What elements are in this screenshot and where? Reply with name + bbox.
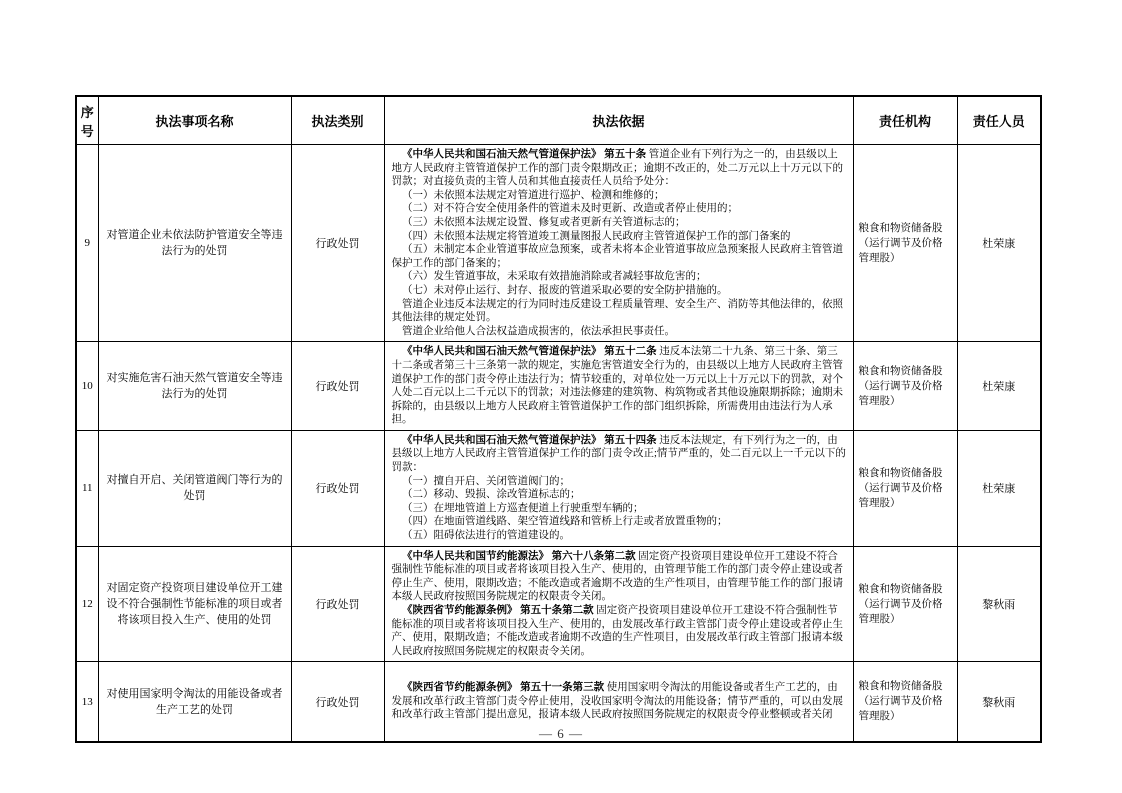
basis-paragraph: 《中华人民共和国节约能源法》 第六十八条第二款 固定资产投资项目建设单位开工建设不符合强制性节能标准的项目或者将该项目投入生产、使用的，由管理节能工作的部门责令停止建设或者停止生产、使用，限期改造；不能改造或者逾期不改造的生产性项目，由管理节能工作的部门报请本级人民政府按照国务院规定的权限责令关闭。	[391, 550, 843, 603]
agency-cell: 粮食和物资储备股（运行调节及价格管理股）	[853, 546, 957, 662]
basis-paragraph: （五）阻碍依法进行的管道建设的。	[402, 530, 570, 542]
basis-paragraph: 《中华人民共和国石油天然气管道保护法》 第五十条 管道企业有下列行为之一的，由县级以上地方人民政府主管管道保护工作的部门责令限期改正；逾期不改正的，处二万元以上十万元以下的罚款；对直接负责的主管人员和其他直接责任人员给予处分：	[391, 149, 843, 188]
legal-basis-cell	[384, 145, 853, 342]
agency-cell: 粮食和物资储备股（运行调节及价格管理股）	[853, 662, 957, 742]
basis-paragraph: （二）对不符合安全使用条件的管道未及时更新、改造或者停止使用的；	[402, 203, 738, 215]
basis-paragraph: 《中华人民共和国石油天然气管道保护法》 第五十四条 违反本法规定，有下列行为之一的，由县级以上地方人民政府主管管道保护工作的部门责令改正;情节严重的，处二百元以上一千元以下的罚款：	[391, 434, 846, 474]
category-cell: 行政处罚	[291, 430, 384, 546]
person-cell: 杜荣康	[957, 342, 1041, 431]
index-cell: 12	[76, 546, 98, 662]
basis-paragraph: 《陕西省节约能源条例》 第五十条第二款 固定资产投资项目建设单位开工建设不符合强制性节能标准的项目或者将该项目投入生产、使用的，由发展改革行政主管部门责令停止建设或者停止生产、使用，限期改造；不能改造或者逾期不改造的生产性项目，由发展改革行政主管部门报请本级人民政府按照国务院规定的权限责令关闭。	[391, 605, 843, 657]
item-name-cell: 对使用国家明令淘汰的用能设备或者生产工艺的处罚	[98, 662, 291, 742]
basis-paragraph: （三）在埋地管道上方巡查便道上行驶重型车辆的；	[402, 502, 644, 514]
law-citation: 《中华人民共和国石油天然气管道保护法》 第五十条	[402, 149, 647, 160]
legal-basis-cell	[384, 430, 853, 546]
basis-paragraph: （四）未依照本法规定将管道竣工测量图报人民政府主管管道保护工作的部门备案的	[402, 230, 791, 242]
item-name-cell: 对固定资产投资项目建设单位开工建设不符合强制性节能标准的项目或者将该项目投入生产、使用的处罚	[98, 546, 291, 662]
basis-paragraph: （四）在地面管道线路、架空管道线路和管桥上行走或者放置重物的；	[402, 516, 728, 528]
basis-paragraph: 《中华人民共和国石油天然气管道保护法》 第五十二条 违反本法第二十九条、第三十条、第三十二条或者第三十三条第一款的规定，实施危害管道安全行为的，由县级以上地方人民政府主管管道保护工作的部门责令停止违法行为；情节较重的，对单位处一万元以上十万元以下的罚款，对个人处二百元以上二千元以下的罚款；对违法修建的建筑物、构筑物或者其他设施限期拆除；逾期未拆除的，由县级以上地方人民政府主管管道保护工作的部门组织拆除，所需费用由违法行为人承担。	[391, 346, 843, 426]
item-name-cell: 对擅自开启、关闭管道阀门等行为的处罚	[98, 430, 291, 546]
index-cell: 10	[76, 342, 98, 431]
category-cell: 行政处罚	[291, 342, 384, 431]
category-cell: 行政处罚	[291, 145, 384, 342]
table-row	[76, 546, 1041, 662]
header-person: 责任人员	[957, 96, 1041, 145]
person-cell: 杜荣康	[957, 430, 1041, 546]
basis-paragraph: （二）移动、毁损、涂改管道标志的；	[402, 489, 581, 501]
header-legal-basis: 执法依据	[384, 96, 853, 145]
table-row	[76, 430, 1041, 546]
table-row	[76, 342, 1041, 431]
legal-basis-cell	[384, 342, 853, 431]
header-agency: 责任机构	[853, 96, 957, 145]
law-citation: 《中华人民共和国节约能源法》 第六十八条第二款	[402, 550, 636, 562]
basis-paragraph: 《陕西省节约能源条例》 第五十一条第三款 使用国家明令淘汰的用能设备或者生产工艺的，由发展和改革行政主管部门责令停止使用，没收国家明令淘汰的用能设备；情节严重的，可以由发展和改革行政主管部门提出意见，报请本级人民政府按照国务院规定的权限责令停业整顿或者关闭	[391, 682, 843, 721]
item-name-cell: 对实施危害石油天然气管道安全等违法行为的处罚	[98, 342, 291, 431]
index-cell: 9	[76, 145, 98, 342]
category-cell: 行政处罚	[291, 546, 384, 662]
basis-paragraph: （一）擅自开启、关闭管道阀门的；	[402, 475, 570, 487]
header-index: 序号	[76, 96, 98, 145]
agency-cell: 粮食和物资储备股（运行调节及价格管理股）	[853, 342, 957, 431]
legal-basis-cell	[384, 546, 853, 662]
agency-cell: 粮食和物资储备股（运行调节及价格管理股）	[853, 430, 957, 546]
basis-paragraph: 管道企业违反本法规定的行为同时违反建设工程质量管理、安全生产、消防等其他法律的，依照其他法律的规定处罚。	[391, 298, 843, 324]
basis-paragraph: （五）未制定本企业管道事故应急预案，或者未将本企业管道事故应急预案报人民政府主管管道保护工作的部门备案的；	[391, 244, 843, 269]
basis-paragraph: （六）发生管道事故，未采取有效措施消除或者减轻事故危害的；	[402, 271, 707, 283]
basis-paragraph: 管道企业给他人合法权益造成损害的，依法承担民事责任。	[402, 325, 675, 337]
person-cell: 黎秋雨	[957, 546, 1041, 662]
agency-cell: 粮食和物资储备股（运行调节及价格管理股）	[853, 145, 957, 342]
person-cell: 杜荣康	[957, 145, 1041, 342]
item-name-cell: 对管道企业未依法防护管道安全等违法行为的处罚	[98, 145, 291, 342]
header-item-name: 执法事项名称	[98, 96, 291, 145]
law-citation: 《陕西省节约能源条例》 第五十一条第三款	[402, 682, 605, 694]
table-header-row	[76, 96, 1041, 145]
index-cell: 13	[76, 662, 98, 742]
page-number: — 6 —	[539, 726, 583, 741]
person-cell: 黎秋雨	[957, 662, 1041, 742]
basis-paragraph: （三）未依照本法规定设置、修复或者更新有关管道标志的；	[402, 216, 686, 228]
index-cell: 11	[76, 430, 98, 546]
enforcement-matters-table	[75, 95, 1042, 743]
law-citation: 《中华人民共和国石油天然气管道保护法》 第五十二条	[402, 346, 657, 358]
basis-paragraph: （一）未依照本法规定对管道进行巡护、检测和维修的；	[402, 189, 665, 201]
basis-paragraph: （七）未对停止运行、封存、报废的管道采取必要的安全防护措施的。	[402, 284, 728, 296]
category-cell: 行政处罚	[291, 662, 384, 742]
table-row	[76, 145, 1041, 342]
header-category: 执法类别	[291, 96, 384, 145]
law-citation: 《陕西省节约能源条例》 第五十条第二款	[402, 605, 594, 616]
law-citation: 《中华人民共和国石油天然气管道保护法》 第五十四条	[402, 434, 657, 446]
